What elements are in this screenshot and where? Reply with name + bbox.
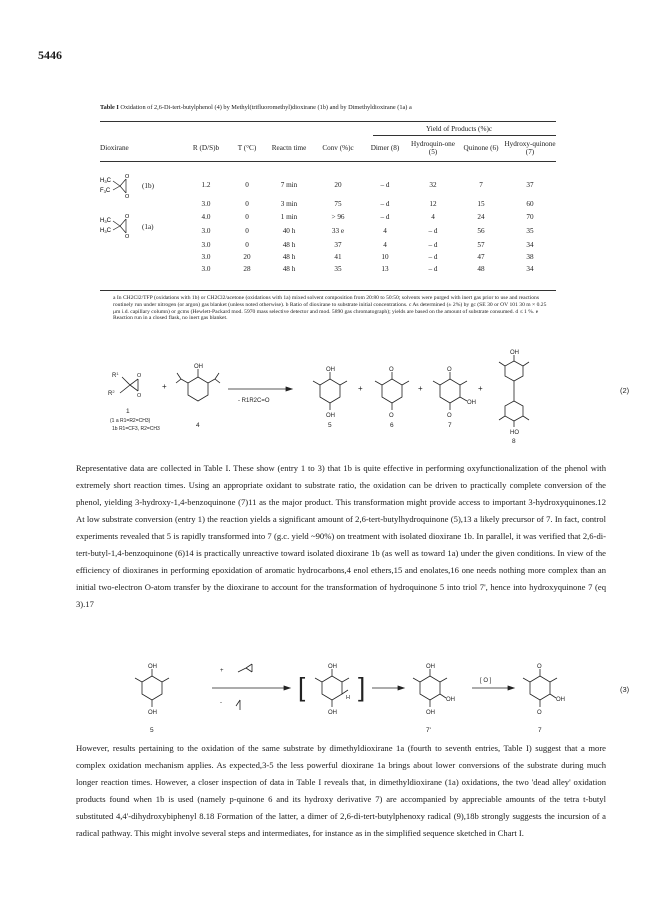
svg-text:O: O	[447, 413, 452, 419]
cell: 56	[477, 227, 485, 235]
biphenyl-8-structure	[499, 350, 529, 436]
cell: 4	[383, 227, 387, 235]
yield-group-header: Yield of Products (%)c	[425, 124, 493, 133]
svg-text:+: +	[220, 668, 224, 674]
col-header: Conv (%)c	[322, 144, 354, 152]
svg-text:+: +	[358, 384, 363, 393]
cell: 15	[477, 199, 485, 208]
cell: 34	[526, 241, 534, 249]
compound-label-7: 7	[538, 727, 542, 734]
cell: 47	[477, 253, 485, 261]
phenol-4-structure	[176, 364, 220, 401]
cell: – d	[428, 241, 438, 249]
eq-number-3: (3)	[620, 685, 630, 694]
cell: 41	[334, 253, 342, 261]
svg-text:O: O	[537, 664, 542, 670]
legend-1b: 1b R1=CF3, R2=CH3	[112, 426, 160, 432]
svg-text:+: +	[162, 382, 167, 391]
cell: 32	[429, 181, 437, 189]
svg-text:H3C: H3C	[100, 218, 111, 224]
svg-text:O: O	[125, 194, 130, 200]
svg-text:OH: OH	[148, 664, 157, 670]
svg-text:O: O	[137, 373, 142, 379]
hydroquinone-5-structure	[135, 664, 169, 716]
legend-1a: (1 a R1=R2=CH3)	[110, 418, 151, 424]
dioxirane-1a-label: (1a)	[142, 223, 154, 231]
cell: 24	[477, 212, 485, 221]
svg-text:O: O	[389, 367, 394, 373]
svg-text:H: H	[346, 695, 350, 701]
svg-text:O: O	[125, 234, 130, 240]
eq-number-2: (2)	[620, 386, 630, 395]
cell: 3.0	[201, 265, 211, 273]
quinone-6-structure	[375, 367, 409, 419]
cell: 48 h	[282, 253, 296, 261]
compound-label-4: 4	[196, 422, 200, 429]
page-number: 5446	[38, 48, 62, 62]
compound-label-6: 6	[390, 422, 394, 429]
cell: 37	[526, 181, 534, 189]
cell: 4.0	[201, 212, 211, 221]
col-header: Dimer (8)	[370, 144, 400, 152]
cell: 37	[334, 241, 342, 249]
cell: 3.0	[201, 253, 211, 261]
cell: 57	[477, 241, 485, 249]
compound-label-7: 7	[448, 422, 452, 429]
epoxide-intermediate	[315, 664, 350, 716]
acetone-byproduct	[220, 700, 240, 710]
cell: – d	[428, 253, 438, 261]
cell: 34	[526, 265, 534, 273]
svg-text:OH: OH	[328, 664, 337, 670]
svg-text:OH: OH	[467, 400, 476, 406]
dioxirane-1b-label: (1b)	[142, 182, 154, 190]
paragraph-1-text: Representative data are collected in Table I. These show (entry 1 to 3) that 1b is quite effective in performing oxyfunctionalization of the phenol with extremely short reaction times. Using an appropriate oxidant to substrate ratio, the oxidation can be driven to practically complete conversion of the phenol, yielding 3-hydroxy-1,4-benzoquinone (7)11 as the major product. This transformation might provide access to important 3-hydroxyquinones.12 At low substrate conversion (entry 1) the reaction yields a significant amount of 2,6-tert-butylhydroquinone (5),13 a likely precursor of 7. In fact, control experiments revealed that 5 is rapidly transformed into 7 (g.c. yield ~90%) on treatment with isolated dioxirane 1b. In parallel, it was verified that 2,6-di-tert-butyl-1,4-benzoquinone (6)14 is practically unreactive toward isolated dioxirane 1b (as well as toward 1a) under the given conditions. In view of the efficiency of dioxiranes in performing epoxidation of aromatic hydrocarbons,4 enol ethers,15 and enolates,16 one needs nothing more complex than an initial two-electron O-atom transfer by the dioxirane to account for the transformation of hydroquinone 5 into triol 7', hence into hydroxyquinone 7 (eq 3).17	[76, 463, 606, 609]
svg-text:H3C: H3C	[100, 228, 111, 234]
cell: 35	[526, 227, 534, 235]
dioxirane-1a-cell	[100, 214, 182, 275]
col-header: Quinone (6)	[463, 144, 499, 152]
cell: 3.0	[201, 227, 211, 235]
col-header: Reactn time	[271, 144, 307, 152]
svg-text:R1: $R^1$	[112, 371, 119, 379]
dioxirane-structure	[108, 371, 142, 399]
compound-label-5: 5	[328, 422, 332, 429]
cell: 0	[245, 181, 249, 189]
svg-text:OH: OH	[148, 710, 157, 716]
col-header: T (°C)	[237, 144, 257, 152]
scheme-2	[100, 350, 660, 465]
cell: 7 min	[280, 181, 298, 189]
cell: 3.0	[201, 199, 211, 208]
cell: 60	[526, 199, 534, 208]
cell: – d	[380, 181, 390, 189]
table-caption	[100, 104, 412, 111]
cell: – d	[428, 265, 438, 273]
table-caption-text: Oxidation of 2,6-Di-tert-butylphenol (4) by Methyl(trifluoromethyl)dioxirane (1b) and by Dimethyldioxirane (1a) a	[120, 104, 412, 111]
svg-text:R2: $R^2$	[108, 389, 115, 397]
cell: 33 e	[331, 227, 345, 235]
cell: 12	[429, 199, 437, 208]
hydroquinone-5-structure	[313, 367, 347, 419]
svg-text:OH: OH	[326, 413, 335, 419]
svg-text:O: O	[537, 710, 542, 716]
paragraph-2	[76, 740, 606, 842]
results-table	[100, 122, 556, 275]
cell: 1 min	[280, 212, 298, 221]
svg-text:OH: OH	[328, 710, 337, 716]
svg-text:O: O	[447, 367, 452, 373]
svg-text:OH: OH	[556, 697, 565, 703]
cell: 40 h	[282, 227, 296, 235]
svg-text:-: -	[220, 700, 222, 706]
compound-label-8: 8	[512, 438, 516, 445]
svg-text:HO: HO	[510, 430, 519, 436]
table-bottom-rule	[100, 290, 556, 291]
cell: 28	[243, 265, 251, 273]
svg-text:O: O	[125, 174, 130, 180]
cell: – d	[380, 199, 390, 208]
paragraph-1	[76, 460, 606, 613]
cell: 20	[334, 181, 342, 189]
cell: 1.2	[201, 181, 211, 189]
cell: 3.0	[201, 241, 211, 249]
svg-text:OH: OH	[446, 697, 455, 703]
svg-text:O: O	[125, 214, 130, 220]
cell: 20	[243, 253, 251, 261]
svg-text:OH: OH	[510, 350, 519, 356]
cell: 4	[431, 212, 435, 221]
cell: 38	[526, 253, 534, 261]
cell: 0	[245, 241, 249, 249]
hydroxyquinone-7-structure	[433, 367, 476, 419]
table-caption-label: Table I	[100, 104, 119, 111]
col-header: R (D/S)b	[192, 144, 220, 152]
cell: 7	[479, 181, 483, 189]
svg-text:OH: OH	[326, 367, 335, 373]
svg-text:F3C: F3C	[100, 188, 111, 194]
svg-text:OH: OH	[194, 364, 203, 370]
cell: – d	[428, 227, 438, 235]
svg-text:H3C: H3C	[100, 178, 111, 184]
col-header: Dioxirane	[100, 144, 129, 152]
svg-text:O: O	[389, 413, 394, 419]
dioxirane-reagent	[220, 664, 252, 674]
cell: > 96	[331, 212, 345, 221]
col-header: Hydroxy-quinone (7)	[504, 140, 556, 156]
cell: 70	[526, 212, 534, 221]
svg-text:[: [	[298, 672, 306, 702]
col-header: Hydroquin-one (5)	[411, 140, 455, 156]
cell: 48 h	[282, 265, 296, 273]
compound-label-5: 5	[150, 727, 154, 734]
cell: 13	[381, 265, 389, 273]
svg-text:O: O	[137, 393, 142, 399]
svg-text:OH: OH	[426, 710, 435, 716]
svg-text:+: +	[418, 384, 423, 393]
compound-label-7prime: 7'	[426, 727, 431, 734]
cell: 10	[381, 253, 389, 261]
cell: 0	[245, 227, 249, 235]
hydroxyquinone-7-structure	[523, 664, 565, 716]
svg-text:OH: OH	[426, 664, 435, 670]
scheme-3	[100, 658, 660, 738]
cell: 0	[245, 199, 249, 208]
cell: 3 min	[280, 199, 298, 208]
paragraph-2-text: However, results pertaining to the oxidation of the same substrate by dimethyldioxirane 1a (fourth to seventh entries, Table I) suggest that a more complex oxidation mechanism applies. As expected,3-5 the less powerful dioxirane 1a brings about lower conversions of the substrate during much longer reaction times. However, a closer inspection of data in Table I reveals that, in dimethyldioxirane (1a) oxidations, the two 'dead alley' oxidation products found when 1b is used (namely p-quinone 6 and its hydroxy derivative 7) are accompanied by appreciable amounts of the tetra t-butyl substituted 4,4'-dihydroxybiphenyl 8.18 Formation of the latter, a dimer of 2,6-di-tert-butylphenoxy radical (9),18b strongly suggests the incursion of a radical pathway. This might involve several steps and intermediates, for instance as in the simplified sequence sketched in Chart I.	[76, 743, 606, 838]
compound-label-1: 1	[126, 408, 130, 415]
svg-text:]: ]	[358, 672, 366, 702]
cell: 4	[383, 241, 387, 249]
cell: 35	[334, 265, 342, 273]
cell: – d	[380, 212, 390, 221]
cell: 75	[334, 199, 342, 208]
byproduct-label: - R1R2C=O	[238, 398, 270, 404]
svg-text:+: +	[478, 384, 483, 393]
cell: 48	[477, 265, 485, 273]
oxidant-label: [ O ]	[480, 678, 492, 684]
cell: 48 h	[282, 241, 296, 249]
table-footnote: a In CH2Cl2/TFP (oxidations with 1b) or CH2Cl2/acetone (oxidations with 1a) mixed solvent composition from 20:80 to 50:50; solvents were purged with inert gas prior to use and reactions routinely run under nitrogen (or argon) gas blanket (unless noted otherwise). b Ratio of dioxirane to substrate initial concentrations. c As determined (± 2%) by gc (SE 30 or OV 101 30 m × 0.25 μm i.d. capillary column) or gcms (Hewlett-Packard mod. 5970 mass selective detector and mod. 5890 gas chromatograph); yields are based on the amount of substrate consumed. d ≤ 1 %. e Reaction run in a closed flask, no inert gas blanket.	[113, 295, 547, 322]
cell: 0	[245, 212, 249, 221]
triol-7prime-structure	[413, 664, 455, 716]
